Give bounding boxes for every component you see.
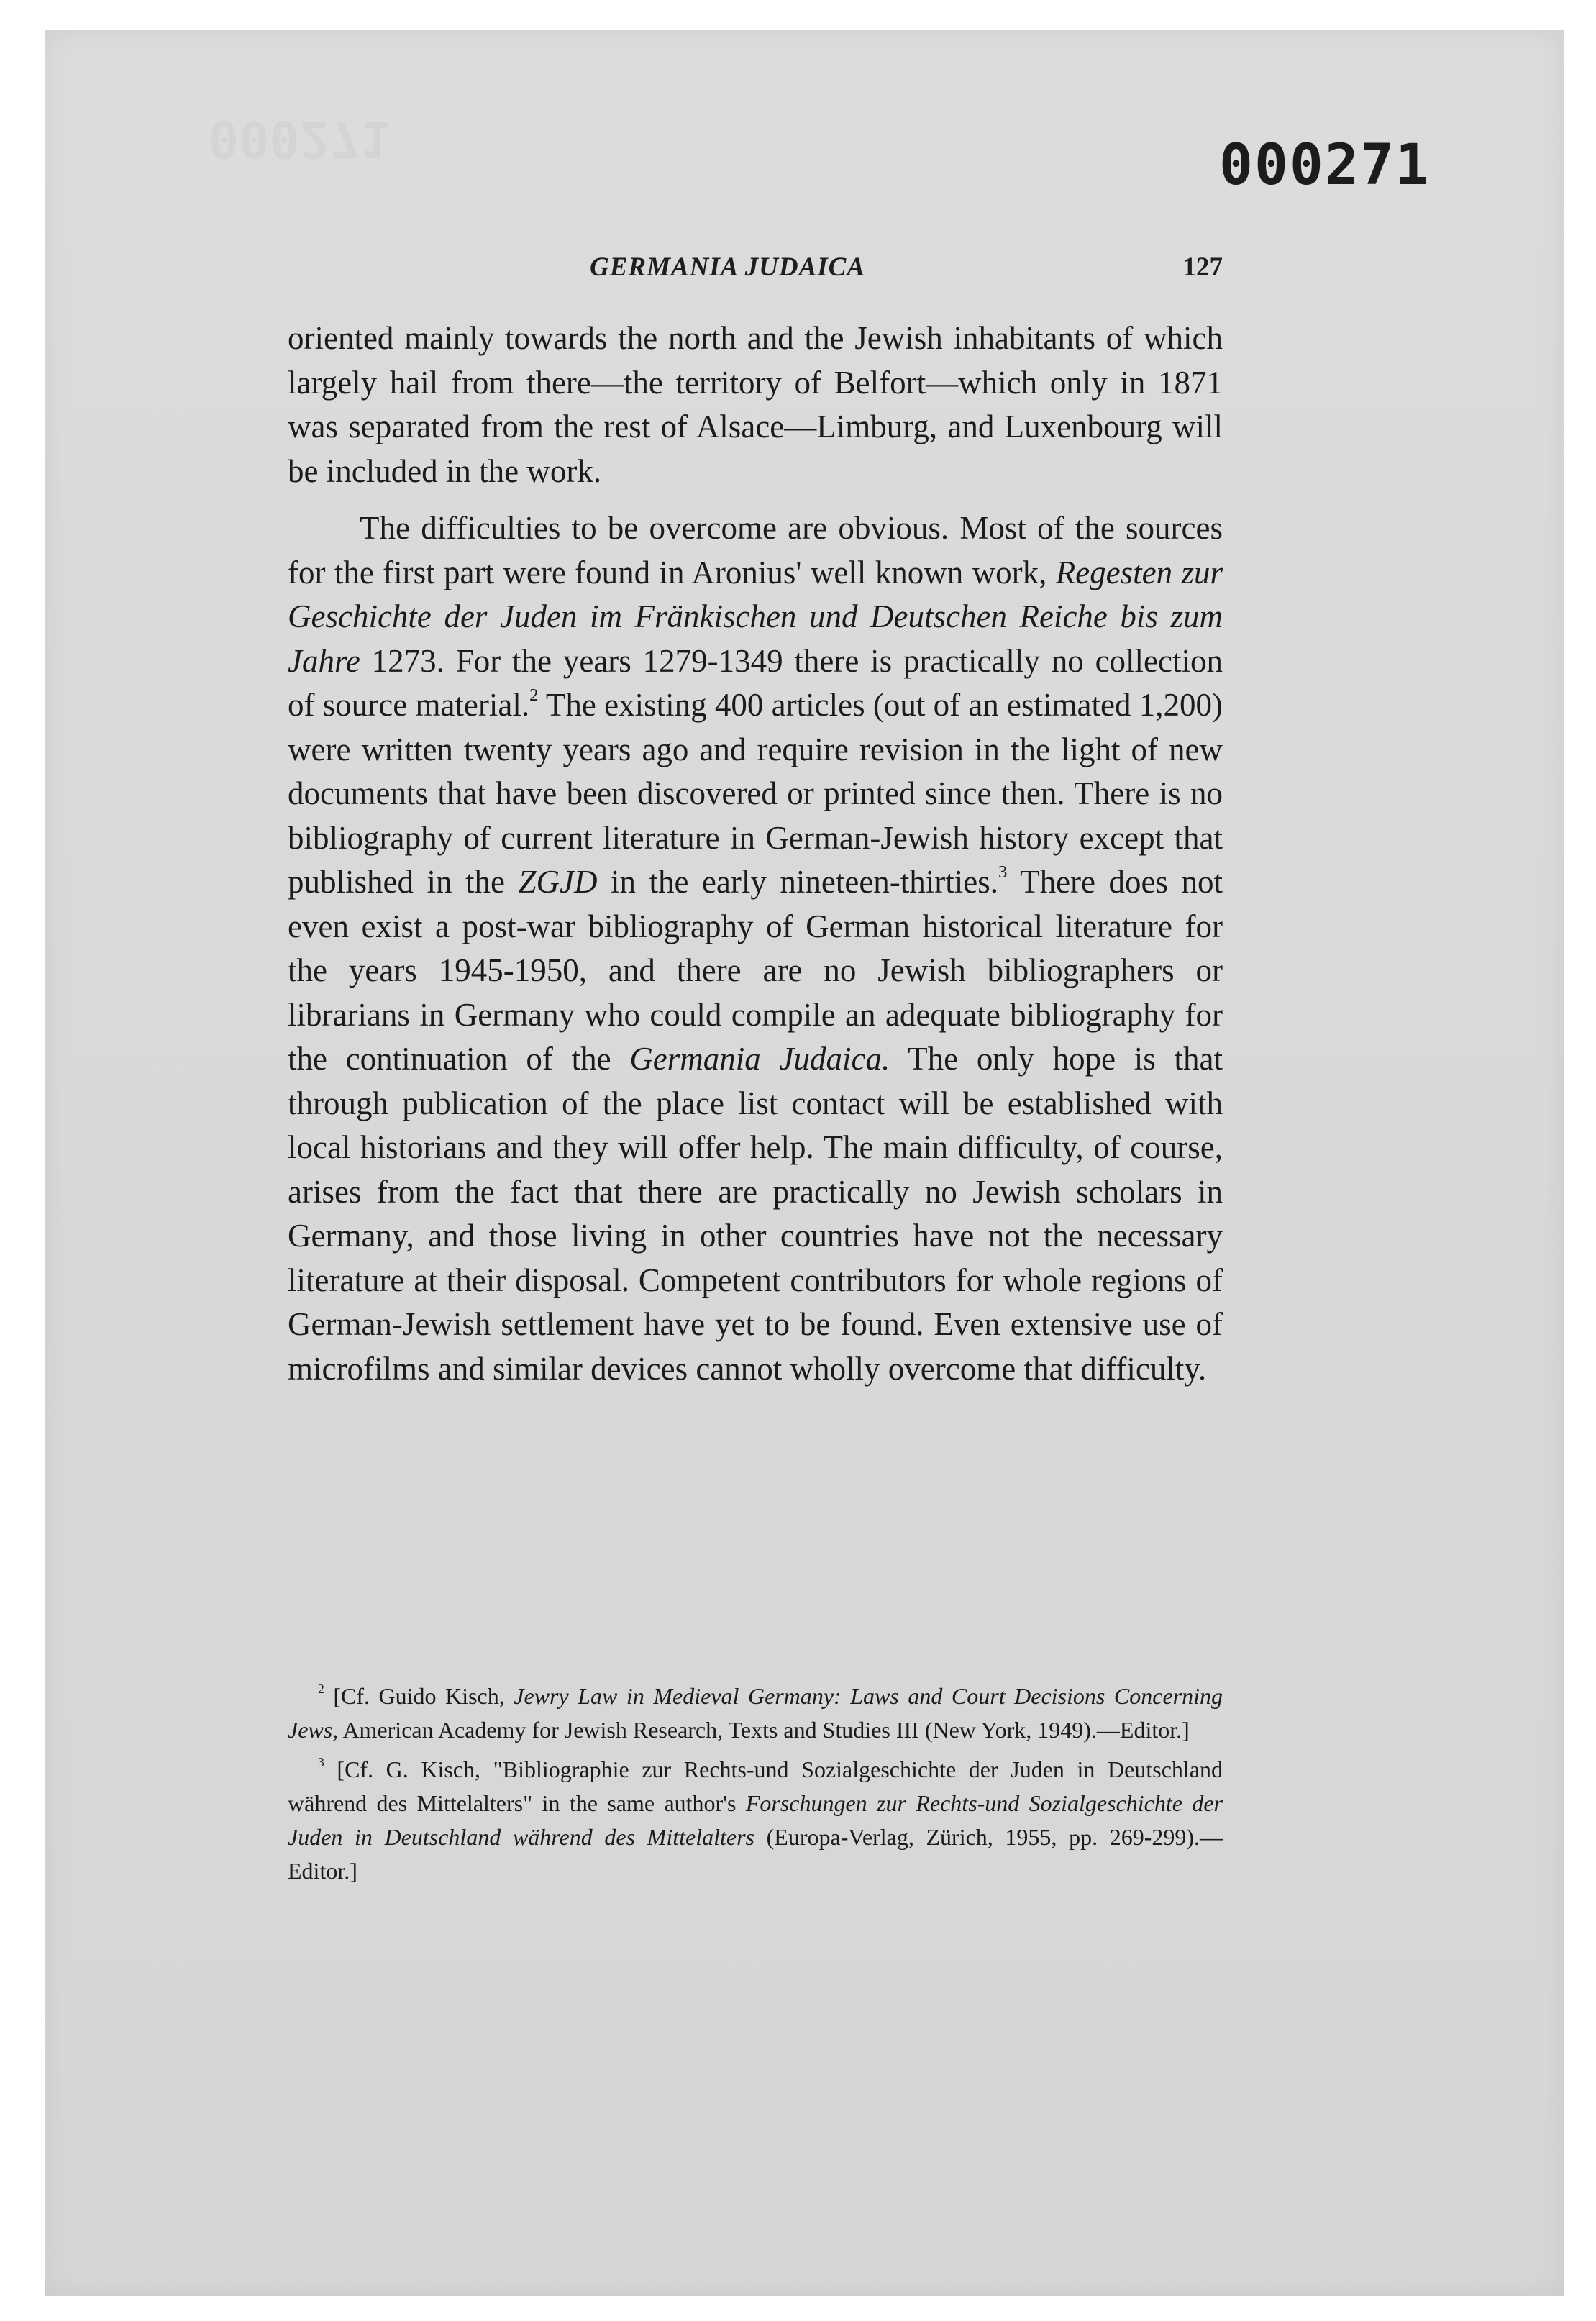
text-run: The only hope is that through publication of the place list contact will be established with local historians and they will offer help. The main difficulty, of course, arises from the fact that there are practically no Jewish scholars in Germany, and those living in other countries have not the necessary literature at their disposal. Competent contributors for whole regions of German-Jewish settlement have yet to be found. Even extensive use of microfilms and similar devices cannot wholly overcome that difficulty. [288, 1041, 1223, 1387]
italic-title: Forschungen zur Rechts-und Sozialgeschichte der Juden in Deutschland während des Mittelalters [288, 1790, 1223, 1850]
footnotes [288, 1679, 1223, 1894]
page-number: 127 [1182, 252, 1223, 282]
text-run: [Cf. Guido Kisch, [324, 1683, 514, 1709]
archive-stamp-number: 000271 [1219, 133, 1431, 198]
text-run: oriented mainly towards the north and the Jewish inhabitants of which largely hail from there—the territory of Belfort—which only in 1871 was separated from the rest of Alsace—Limburg, and Luxenbourg will be included in the work. [288, 320, 1223, 489]
page-header [288, 252, 1223, 295]
footnote [288, 1679, 1223, 1747]
italic-title: Jewry Law in Medieval Germany: Laws and Court Decisions Concerning Jews, [288, 1683, 1223, 1743]
paragraph [288, 506, 1223, 1391]
text-run: (Europa-Verlag, Zürich, 1955, pp. 269-299).—Editor.] [288, 1824, 1223, 1884]
footnote [288, 1753, 1223, 1888]
text-run: in the early nineteen-thirties. [597, 864, 999, 900]
text-run: American Academy for Jewish Research, Texts and Studies III (New York, 1949).—Editor.] [338, 1717, 1190, 1743]
footnote-marker: 2 [318, 1681, 324, 1696]
footnote-marker: 2 [529, 685, 539, 706]
italic-title: Germania Judaica. [629, 1041, 890, 1077]
paragraph [288, 316, 1223, 493]
body-text [288, 316, 1223, 1391]
text-run: [Cf. G. Kisch, "Bibliographie zur Rechts-und Sozialgeschichte der Juden in Deutschland während des Mittelalters" in the same author's [288, 1756, 1223, 1816]
bleed-through-stamp: 000271 [209, 109, 391, 168]
text-run: 1273. For the years 1279-1349 there is practically no collection of source material. [288, 642, 1223, 723]
footnote-marker: 3 [318, 1754, 324, 1769]
running-title: GERMANIA JUDAICA [590, 252, 866, 282]
text-run: There does not even exist a post-war bibliography of German historical literature for the years 1945-1950, and there are no Jewish bibliographers or librarians in Germany who could compile an adequate bibliography for the continuation of the [288, 864, 1223, 1077]
text-run: The existing 400 articles (out of an estimated 1,200) were written twenty years ago and require revision in the light of new documents that have been discovered or printed since then. There is no bibliography of current literature in German-Jewish history except that published in the [288, 687, 1223, 900]
italic-title: ZGJD [518, 864, 598, 900]
text-run: The difficulties to be overcome are obvious. Most of the sources for the first part were found in Aronius' well known work, [288, 510, 1223, 590]
footnote-marker: 3 [998, 862, 1008, 883]
italic-title: Regesten zur Geschichte der Juden im Fränkischen und Deutschen Reiche bis zum Jahre [288, 554, 1223, 679]
